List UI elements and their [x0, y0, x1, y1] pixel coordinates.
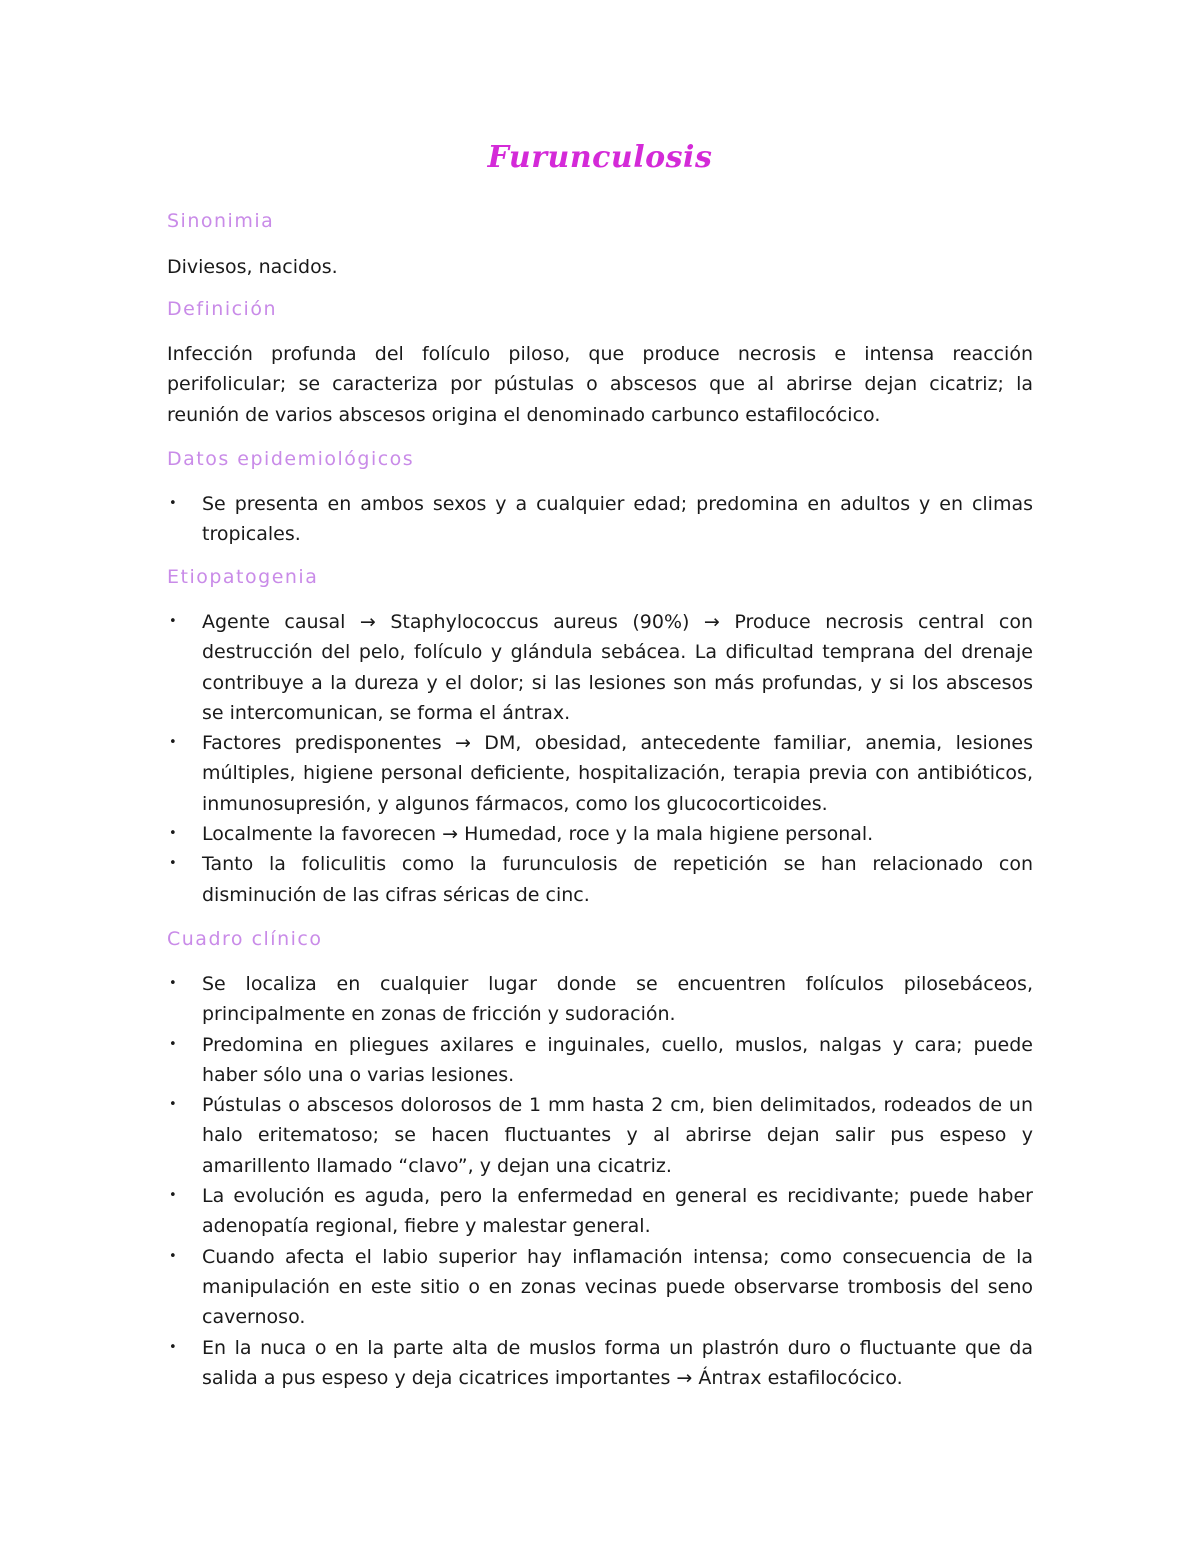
section-heading-datos-epidemiologicos: Datos epidemiológicos: [167, 448, 415, 470]
list-item-text: Predomina en pliegues axilares e inguinales, cuello, muslos, nalgas y cara; puede haber sólo una o varias lesiones.: [202, 1033, 1033, 1086]
document-title: Furunculosis: [487, 140, 713, 175]
list-item-text: Localmente la favorecen → Humedad, roce y la mala higiene personal.: [202, 823, 874, 846]
list-item-text: Se presenta en ambos sexos y a cualquier edad; predomina en adultos y en climas tropicales.: [202, 493, 1033, 546]
bullet-icon: •: [169, 496, 177, 511]
list-item: [167, 1242, 1033, 1333]
section-heading-sinonimia: Sinonimia: [167, 210, 275, 232]
bullet-icon: •: [169, 826, 177, 842]
bullet-icon: •: [169, 614, 177, 629]
bullet-icon: •: [169, 1188, 177, 1204]
list-item: [167, 849, 1033, 910]
list-item-text: Cuando afecta el labio superior hay inflamación intensa; como consecuencia de la manipulación en este sitio o en zonas vecinas puede observarse trombosis del seno cavernoso.: [202, 1245, 1033, 1329]
section-heading-etiopatogenia: Etiopatogenia: [167, 566, 319, 588]
section-heading-definicion: Definición: [167, 298, 277, 320]
bullet-icon: •: [169, 856, 177, 872]
bullet-icon: •: [169, 976, 177, 991]
bullet-icon: •: [169, 1339, 177, 1355]
section-heading-cuadro-clinico: Cuadro clínico: [167, 928, 323, 950]
list-item: [167, 969, 1033, 1030]
list-item: [167, 1181, 1033, 1242]
list-item-text: La evolución es aguda, pero la enfermedad en general es recidivante; puede haber adenopatía regional, fiebre y malestar general.: [202, 1185, 1033, 1238]
list-item: [167, 489, 1033, 550]
list-item: [167, 819, 1033, 849]
list-item: [167, 607, 1033, 728]
etiopatogenia-list: [167, 607, 1033, 910]
cuadro-clinico-list: [167, 969, 1033, 1393]
bullet-icon: •: [169, 1036, 177, 1052]
definicion-text: Infección profunda del folículo piloso, que produce necrosis e intensa reacción perifolicular; se caracteriza por pústulas o abscesos que al abrirse dejan cicatriz; la reunión de varios abscesos origina el denominado carbunco estafilocócico.: [167, 343, 1033, 426]
list-item: [167, 1090, 1033, 1181]
datos-epidemiologicos-list: [167, 489, 1033, 550]
list-item-text: Se localiza en cualquier lugar donde se encuentren folículos pilosebáceos, principalmente en zonas de fricción y sudoración.: [202, 973, 1033, 1026]
bullet-icon: •: [169, 1097, 177, 1113]
bullet-icon: •: [169, 1248, 177, 1264]
list-item-text: Factores predisponentes → DM, obesidad, antecedente familiar, anemia, lesiones múltiples, higiene personal deficiente, hospitalización, terapia previa con antibióticos, inmunosupresión, y algunos fármacos, como los glucocorticoides.: [202, 732, 1033, 815]
list-item: [167, 1333, 1033, 1394]
list-item-text: Tanto la foliculitis como la furunculosis de repetición se han relacionado con disminución de las cifras séricas de cinc.: [202, 853, 1033, 906]
list-item-text: Agente causal → Staphylococcus aureus (90%) → Produce necrosis central con destrucción del pelo, folículo y glándula sebácea. La dificultad temprana del drenaje contribuye a la dureza y el dolor; si las lesiones son más profundas, y si los abscesos se intercomunican, se forma el ántrax.: [202, 611, 1033, 724]
list-item: [167, 728, 1033, 819]
list-item-text: En la nuca o en la parte alta de muslos forma un plastrón duro o fluctuante que da salida a pus espeso y deja cicatrices importantes → Ántrax estafilocócico.: [202, 1336, 1033, 1389]
sinonimia-text: Diviesos, nacidos.: [167, 256, 338, 278]
bullet-icon: •: [169, 735, 177, 751]
list-item: [167, 1030, 1033, 1091]
list-item-text: Pústulas o abscesos dolorosos de 1 mm hasta 2 cm, bien delimitados, rodeados de un halo eritematoso; se hacen fluctuantes y al abrirse dejan salir pus espeso y amarillento llamado “clavo”, y dejan una cicatriz.: [202, 1094, 1033, 1177]
